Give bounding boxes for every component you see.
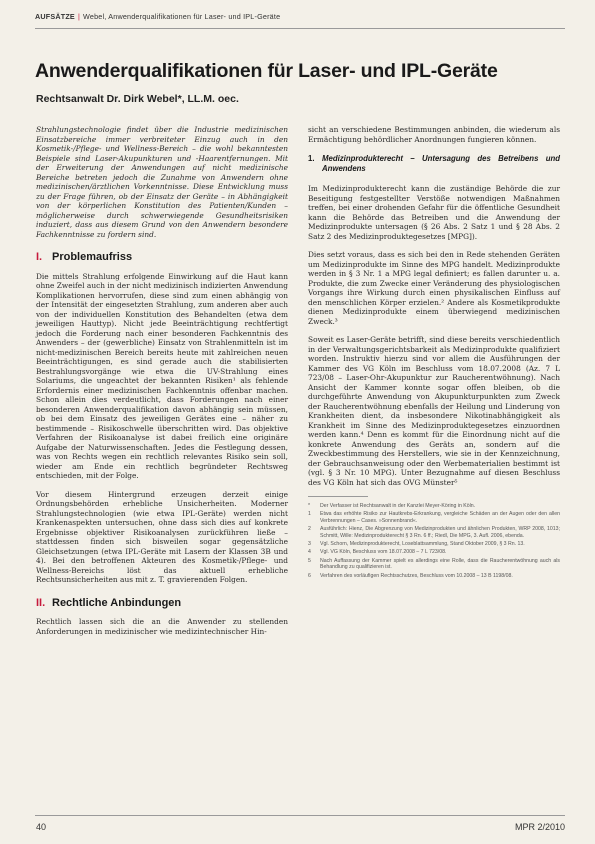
footnote <box>308 503 560 510</box>
section-heading-rechtliche-anbindungen <box>36 596 288 609</box>
footnote-number: * <box>308 503 311 509</box>
header-running-title: Webel, Anwenderqualifikationen für Laser- und IPL-Geräte <box>83 12 281 21</box>
subsection-heading-medizinprodukterecht <box>308 154 560 174</box>
paragraph: Die mittels Strahlung erfolgende Einwirkung auf die Haut kann ohne Zweifel auch in der nicht medizinisch indizierten Anwendung Komplikationen hervorrufen, diese sind zum einen abhängig von der Intensität der eingesetzten Strahlung, zum anderen aber auch von der individuellen Konstitution des Behandelten (etwa dem jeweiligen Hauttyp). Nicht jede Beeinträchtigung rechtfertigt jedoch die Forderung nach einer besonderen Fachkenntnis des Anwenders – der (gewerbliche) Einsatz von Strahlenmitteln ist im nicht-medizinischen Bereich bereits heute mit zahlreichen neuen Beeinträchtigungen, es sind gerade auch die stabilisierten Bestrahlungsvorgänge wie etwa die UV-Strahlung eines Solariums, die ungeachtet der bekannten Risiken¹ als fehlende Erfordernis einer medizinischen Fachkenntnis offenbar machen. Schon allein dies verdeutlicht, dass Forderungen nach einer besonderen Anwenderqualifikation davon abhängig sein müssen, ob bei dem Einsatz des jeweiligen Gerätes eine – näher zu bestimmende – Risikoschwelle überschritten wird. Das objektive Verfahren der Risikoanalyse ist dabei freilich eine originäre Aufgabe der Naturwissenschaften. Jedes die Festlegung dessen, was von Rechts wegen ein rechtlich relevantes Risiko sein soll, wieder am Ende ein rechtlich begründeter Rechtsweg entschieden, mit der Folge. <box>36 271 288 480</box>
footnote-text: Ausführlich: Hienz, Die Abgrenzung von Medizinprodukten und ähnlichen Produkten, WRP 2008, 1013; Schmitt, Wille: Medizinprodukterecht § 3 Rn. 6 ff.; Riedl, Die MPG, 3. Aufl. 2006, ebenda. <box>320 526 560 539</box>
footnote <box>308 573 560 580</box>
footnote-text: Etwa das erhöhte Risiko zur Hautkrebs-Erkrankung, vergleiche Schäden an der Augen oder den allen Verbrennungen – Cases. »Sonnenbrand«. <box>320 511 560 524</box>
paragraph: Vor diesem Hintergrund erzeugen derzeit einige Ordnungsbehörden erhebliche Unsicherheiten. Moderner Strahlungstechnologien (wie etwa IPL-Geräte) werden nicht Krankenaspekten untersuchen, ohne dass sich dies auf konkrete Ergebnisse objektiver Risikoanalysen zurückführen ließe – stattdessen finden sich bisweilen sogar gegensätzliche Gleichsetzungen (etwa IPL-Geräte mit Lasern der Klassen 3B und 4). Bei den betroffenen Akteuren des Kosmetik-/Pflege- und Wellness-Bereichs löst das aktuell erhebliche Rechtsunsicherheiten aus mit z. T. gravierenden Folgen. <box>36 489 288 584</box>
subsection-title: Medizinprodukterecht – Untersagung des Betreibens und Anwendens <box>322 154 560 173</box>
section-number: I. <box>36 251 43 263</box>
left-column <box>36 125 288 645</box>
section-title: Rechtliche Anbindungen <box>52 596 182 609</box>
footnotes <box>308 503 560 579</box>
footnote-number: 6 <box>308 572 311 579</box>
subsection-number: 1. <box>308 154 315 163</box>
paragraph: Im Medizinprodukterecht kann die zuständige Behörde die zur Beseitigung festgestellter Verstöße notwendigen Maßnahmen treffen, bei einer drohenden Gefahr für die öffentliche Gesundheit kann die Behörde das Betreiben und die Anwendung der Medizinprodukte untersagen (§ 26 Abs. 2 Satz 1 und § 28 Abs. 2 Satz 2 des Medizinproduktegesetzes [MPG]). <box>308 184 560 241</box>
section-title: Problemaufriss <box>52 251 133 263</box>
section-number: II. <box>36 596 46 609</box>
footnote-text: Vgl. Schorn, Medizinprodukterecht, Loseblattsammlung, Stand Oktober 2009, § 3 Rn. 13. <box>320 541 525 548</box>
footer-rule <box>35 815 565 816</box>
footnote-text: Der Verfasser ist Rechtsanwalt in der Kanzlei Meyer-Köring in Köln. <box>320 503 476 509</box>
paragraph: sicht an verschiedene Bestimmungen anbinden, die wiederum als Ermächtigung behördlicher Anordnungen fungieren können. <box>308 125 560 144</box>
footnote-text: Nach Auffassung der Kammer spielt es allerdings eine Rolle, dass die Raucherentwöhnung auch als Behandlung zu qualifizieren ist. <box>320 557 560 571</box>
article-author: Rechtsanwalt Dr. Dirk Webel*, LL.M. oec. <box>36 93 239 105</box>
footnote <box>308 511 560 525</box>
footnote-rule <box>308 496 368 497</box>
running-header <box>35 12 280 21</box>
paragraph: Soweit es Laser-Geräte betrifft, sind diese bereits verschiedentlich in der Verwaltungsgerichtsbarkeit als Medizinprodukte qualifiziert worden. Instruktiv hierzu sind vor allem die Ausführungen der Kammer des VG Köln im Beschluss vom 18.07.2008 (Az. 7 L 723/08 – Laser-Ohr-Akupunktur zur Raucherentwöhnung). Nach Ansicht der Kammer konnte sogar offen bleiben, ob die durchgeführte Anwendung von Akupunkturpunkten zum Zweck der Raucherentwöhnung ebenfalls der Heilung und Linderung von Krankheiten dient, da insbesondere Nikotinabhängigkeit als Krankheit im Sinne des Medizinproduktegesetzes einzuordnen werden kann.⁴ Denn es kommt für die Einordnung nicht auf die konkrete Anwendung des Geräts an, sondern auf die Zweckbestimmung des Herstellers, wie sie in der Kennzeichnung, der Gebrauchsanweisung oder den Werbematerialien bestimmt ist (vgl. § 3 Nr. 10 MPG). Unter Bezugnahme auf diesen Beschluss des VG Köln hat sich das OVG Münster⁵ <box>308 335 560 487</box>
footnote <box>308 541 560 548</box>
footnote-text: Verfahren des vorläufigen Rechtsschutzes, Beschluss vom 10.2008 – 13 B 1198/08. <box>320 572 513 579</box>
footnote <box>308 558 560 572</box>
header-section: AUFSÄTZE <box>35 12 75 21</box>
paragraph: Dies setzt voraus, dass es sich bei den in Rede stehenden Geräten um Medizinprodukte im Sinne des MPG handelt. Medizinprodukte werden in § 3 Nr. 1 a MPG legal definiert; es fallen darunter u. a. Produkte, die zum Zwecke einer Veränderung des physiologischen Vorgangs ihre Wirkung durch einen physikalischen Einfluss auf den menschlichen Körper erzielen.² Andere als Kosmetikprodukte dienen Medizinprodukte einem überwiegend medizinischen Zweck.³ <box>308 250 560 326</box>
footnote <box>308 526 560 540</box>
article-title: Anwenderqualifikationen für Laser- und IPL-Geräte <box>35 60 498 82</box>
journal-issue: MPR 2/2010 <box>514 822 565 832</box>
section-heading-problemaufriss <box>36 253 288 263</box>
footnote-text: Vgl. VG Köln, Beschluss vom 18.07.2008 – 7 L 723/08. <box>320 549 447 556</box>
footnote-number: 5 <box>308 557 311 564</box>
page-number: 40 <box>36 822 47 832</box>
abstract: Strahlungstechnologie findet über die Industrie medizinischen Einsatzbereiche immer verbreiteter Einzug auch in den Kosmetik-/Pflege- und Wellness-Bereich – die wohl bekanntesten Beispiele sind Laser-Akupunkturen und -Haarentfernungen. Mit der Erweiterung der Anwendungen auf nicht medizinische Bereiche betreten jedoch die Zunahme von Anwendern ohne medizinischen/ärztlichen Vorkenntnisse. Diese Entwicklung muss zu der Frage führen, ob der Einsatz der Geräte – in Abhängigkeit von der körperlichen Konstitution des Patienten/Kunden – möglicherweise durch schwerwiegende Gesundheitsrisiken induziert, dass aus diesem Grund von den Anwendern besondere Fachkenntnisse zu fordern sind. <box>36 125 288 239</box>
footnote-number: 2 <box>308 526 311 533</box>
footnote <box>308 549 560 556</box>
footnote-number: 3 <box>308 541 311 548</box>
paragraph: Rechtlich lassen sich die an die Anwender zu stellenden Anforderungen in medizinischer wie medizintechnischer Hin- <box>36 617 288 636</box>
right-column <box>308 125 560 581</box>
header-rule <box>35 28 565 29</box>
footnote-number: 4 <box>308 549 311 556</box>
footnote-number: 1 <box>308 511 311 518</box>
header-separator: | <box>77 12 81 21</box>
